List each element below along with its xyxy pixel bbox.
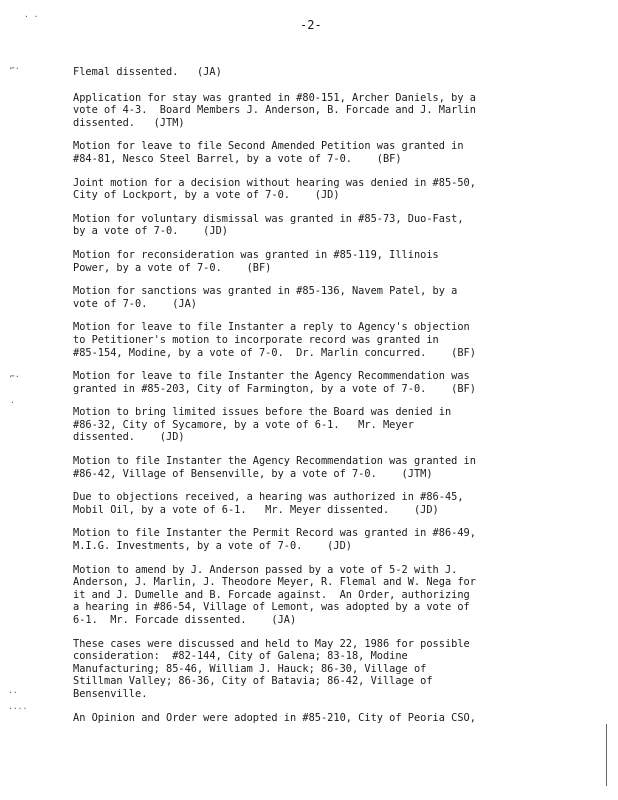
paragraph: Motion to file Instanter the Permit Record was granted in #86-49, M.I.G. Investments, by a vote of 7-0. (JD) xyxy=(73,527,476,553)
paragraph: Motion to bring limited issues before the Board was denied in #86-32, City of Sycamore, by a vote of 6-1. Mr. Meyer dissented. (JD) xyxy=(73,406,452,444)
page-number: -2- xyxy=(300,18,322,32)
paragraph: An Opinion and Order were adopted in #85-210, City of Peoria CSO, xyxy=(73,711,476,724)
margin-mark: ···· xyxy=(8,704,28,713)
paragraph: Flemal dissented. (JA) xyxy=(73,66,222,78)
margin-mark: · xyxy=(10,398,15,407)
scan-edge-line xyxy=(606,724,607,786)
scan-speck: · · xyxy=(24,12,39,21)
paragraph: Motion for reconsideration was granted in #85-119, Illinois Power, by a vote of 7-0. (BF) xyxy=(73,248,439,274)
paragraph: Motion to file Instanter the Agency Recommendation was granted in #86-42, Village of Bensenville, by a vote of 7-0. (JTM) xyxy=(73,455,476,480)
paragraph: Motion for leave to file Second Amended Petition was granted in #84-81, Nesco Steel Barrel, by a vote of 7-0. (BF) xyxy=(73,140,464,165)
paragraph: Due to objections received, a hearing was authorized in #86-45, Mobil Oil, by a vote of 6-1. Mr. Meyer dissented. (JD) xyxy=(73,491,464,516)
margin-mark: ⌐· xyxy=(10,372,20,381)
paragraph: Application for stay was granted in #80-151, Archer Daniels, by a vote of 4-3. Board Members J. Anderson, B. Forcade and J. Marlin dissented. (JTM) xyxy=(73,91,476,129)
paragraph: Joint motion for a decision without hearing was denied in #85-50, City of Lockport, by a vote of 7-0. (JD) xyxy=(73,176,476,202)
paragraph: Motion for leave to file Instanter the Agency Recommendation was granted in #85-203, City of Farmington, by a vote of 7-0. (BF) xyxy=(73,370,476,395)
paragraph: Motion to amend by J. Anderson passed by a vote of 5-2 with J. Anderson, J. Marlin, J. Theodore Meyer, R. Flemal and W. Nega for it and J. Dumelle and B. Forcade against. An Order, authorizing a hearing in #86-54, Village of Lemont, was adopted by a vote of 6-1. Mr. Forcade dissented. (JA) xyxy=(73,563,476,626)
document-body xyxy=(73,66,553,735)
margin-mark: ·· xyxy=(8,688,18,697)
paragraph: These cases were discussed and held to May 22, 1986 for possible consideration: #82-144, City of Galena; 83-18, Modine Manufacturing; 85-46, William J. Hauck; 86-30, Village of Stillman Valley; 86-36, City of Batavia; 86-42, Village of Bensenville. xyxy=(73,637,470,700)
paragraph: Motion for voluntary dismissal was granted in #85-73, Duo-Fast, by a vote of 7-0. (JD) xyxy=(73,212,464,238)
paragraph: Motion for sanctions was granted in #85-136, Navem Patel, by a vote of 7-0. (JA) xyxy=(73,285,458,310)
margin-mark: ⌐· xyxy=(10,64,20,73)
paragraph: Motion for leave to file Instanter a reply to Agency's objection to Petitioner's motion to incorporate record was granted in #85-154, Modine, by a vote of 7-0. Dr. Marlin concurred. (BF) xyxy=(73,321,476,359)
